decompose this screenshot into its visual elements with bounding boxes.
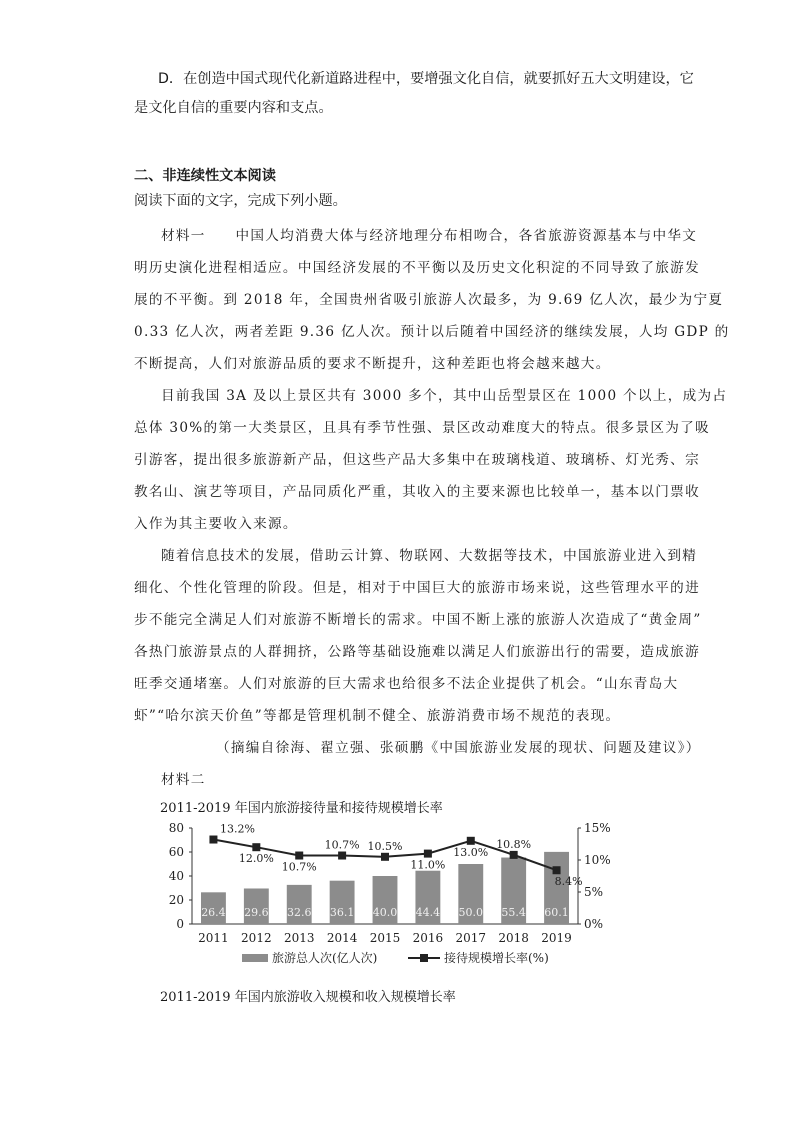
right-tick-label: 0% (584, 917, 604, 931)
right-tick-label: 10% (584, 853, 611, 867)
x-tick-label: 2019 (541, 931, 572, 945)
bar-value-label: 44.4 (415, 906, 441, 919)
option-d-line-2: 是文化自信的重要内容和支点。 (134, 100, 333, 116)
legend-line-label: 接待规模增长率(%) (444, 951, 549, 965)
material1-p2-line-3: 引游客，提出很多旅游新产品，但这些产品大多集中在玻璃栈道、玻璃桥、灯光秀、宗 (134, 452, 700, 468)
growth-rate-label: 12.0% (238, 852, 274, 866)
section-instruction: 阅读下面的文字，完成下列小题。 (134, 193, 347, 209)
x-tick-label: 2017 (455, 931, 487, 945)
bar-value-label: 55.4 (501, 906, 526, 919)
bar-value-label: 36.1 (329, 906, 355, 919)
tourism-chart (150, 818, 620, 978)
material1-p3-line-4: 各热门旅游景点的人群拥挤，公路等基础设施难以满足人们旅游出行的需要，造成旅游 (134, 644, 700, 660)
material1-source: （摘编自徐海、翟立强、张硕鹏《中国旅游业发展的现状、问题及建议》） (216, 740, 701, 756)
x-tick-label: 2016 (412, 931, 444, 945)
growth-rate-point (553, 866, 561, 874)
x-tick-label: 2015 (369, 931, 401, 945)
growth-rate-label: 10.8% (496, 837, 532, 851)
material1-p3-line-3: 步不能完全满足人们对旅游不断增长的需求。中国不断上涨的旅游人次造成了“黄金周” (134, 612, 702, 628)
growth-rate-label: 11.0% (410, 858, 446, 872)
growth-rate-point (252, 843, 260, 851)
material2-label: 材料二 (161, 772, 206, 788)
growth-rate-label: 13.0% (453, 845, 489, 859)
x-tick-label: 2011 (198, 931, 229, 945)
x-tick-label: 2018 (498, 931, 529, 945)
left-tick-label: 40 (168, 869, 184, 883)
legend-bar-swatch (242, 954, 268, 962)
growth-rate-point (381, 853, 389, 861)
bar-value-label: 26.4 (201, 906, 226, 919)
material1-p1-line-3: 展的不平衡。到 2018 年，全国贵州省吸引旅游人次最多，为 9.69 亿人次，最少为宁夏 (134, 292, 724, 308)
growth-rate-label: 10.7% (281, 860, 317, 874)
material1-p1-line-5: 不断提高，人们对旅游品质的要求不断提升，这种差距也将会越来越大。 (134, 356, 611, 372)
growth-rate-point (295, 852, 303, 860)
material1-p3-line-6: 虾”“哈尔滨天价鱼”等都是管理机制不健全、旅游消费市场不规范的表现。 (134, 708, 621, 724)
growth-rate-point (209, 836, 217, 844)
right-tick-label: 5% (584, 885, 604, 899)
x-tick-label: 2012 (241, 931, 272, 945)
material1-p2-line-5: 入作为其主要收入来源。 (134, 516, 298, 532)
material1-p3-line-1: 随着信息技术的发展，借助云计算、物联网、大数据等技术，中国旅游业进入到精 (161, 548, 698, 564)
left-tick-label: 60 (168, 845, 184, 859)
growth-rate-point (510, 851, 518, 859)
material1-p1-line-1: 材料一 中国人均消费大体与经济地理分布相吻合，各省旅游资源基本与中华文 (161, 228, 698, 244)
growth-rate-point (467, 837, 475, 845)
legend-bar-label: 旅游总人次(亿人次) (272, 951, 378, 965)
growth-rate-point (424, 850, 432, 858)
legend-line-marker (420, 954, 428, 962)
option-d-line-1: D．在创造中国式现代化新道路进程中，要增强文化自信，就要抓好五大文明建设，它 (158, 71, 694, 87)
material1-p3-line-5: 旺季交通堵塞。人们对旅游的巨大需求也给很多不法企业提供了机会。“山东青岛大 (134, 676, 679, 692)
bar-value-label: 40.0 (372, 906, 398, 919)
bar-value-label: 60.1 (544, 906, 569, 919)
growth-rate-label: 10.5% (367, 839, 403, 853)
material1-p1-line-2: 明历史演化进程相适应。中国经济发展的不平衡以及历史文化积淀的不同导致了旅游发 (134, 260, 700, 276)
growth-rate-label: 8.4% (554, 875, 583, 889)
bar-value-label: 50.0 (458, 906, 484, 919)
left-tick-label: 0 (176, 917, 184, 931)
material1-p2-line-4: 教名山、演艺等项目，产品同质化严重，其收入的主要来源也比较单一，基本以门票收 (134, 484, 700, 500)
left-tick-label: 20 (168, 893, 184, 907)
chart-title: 2011-2019 年国内旅游接待量和接待规模增长率 (160, 801, 443, 816)
growth-rate-label: 10.7% (324, 838, 360, 852)
material1-p2-line-2: 总体 30%的第一大类景区，且具有季节性强、景区改动难度大的特点。很多景区为了吸 (134, 420, 710, 436)
growth-rate-label: 13.2% (219, 822, 255, 836)
x-tick-label: 2013 (283, 931, 315, 945)
bar-value-label: 32.6 (286, 906, 312, 919)
x-tick-label: 2014 (326, 931, 358, 945)
bar-value-label: 29.6 (244, 906, 269, 919)
material1-p3-line-2: 细化、个性化管理的阶段。但是，相对于中国巨大的旅游市场来说，这些管理水平的进 (134, 580, 700, 596)
material1-p1-line-4: 0.33 亿人次，两者差距 9.36 亿人次。预计以后随着中国经济的继续发展，人均 GDP 的 (134, 324, 730, 340)
right-tick-label: 15% (584, 821, 611, 835)
left-tick-label: 80 (168, 821, 184, 835)
next-chart-title: 2011-2019 年国内旅游收入规模和收入规模增长率 (160, 990, 456, 1005)
section-heading: 二、非连续性文本阅读 (134, 168, 276, 184)
growth-rate-point (338, 852, 346, 860)
material1-p2-line-1: 目前我国 3A 及以上景区共有 3000 多个，其中山岳型景区在 1000 个以上，成为占 (161, 388, 728, 404)
